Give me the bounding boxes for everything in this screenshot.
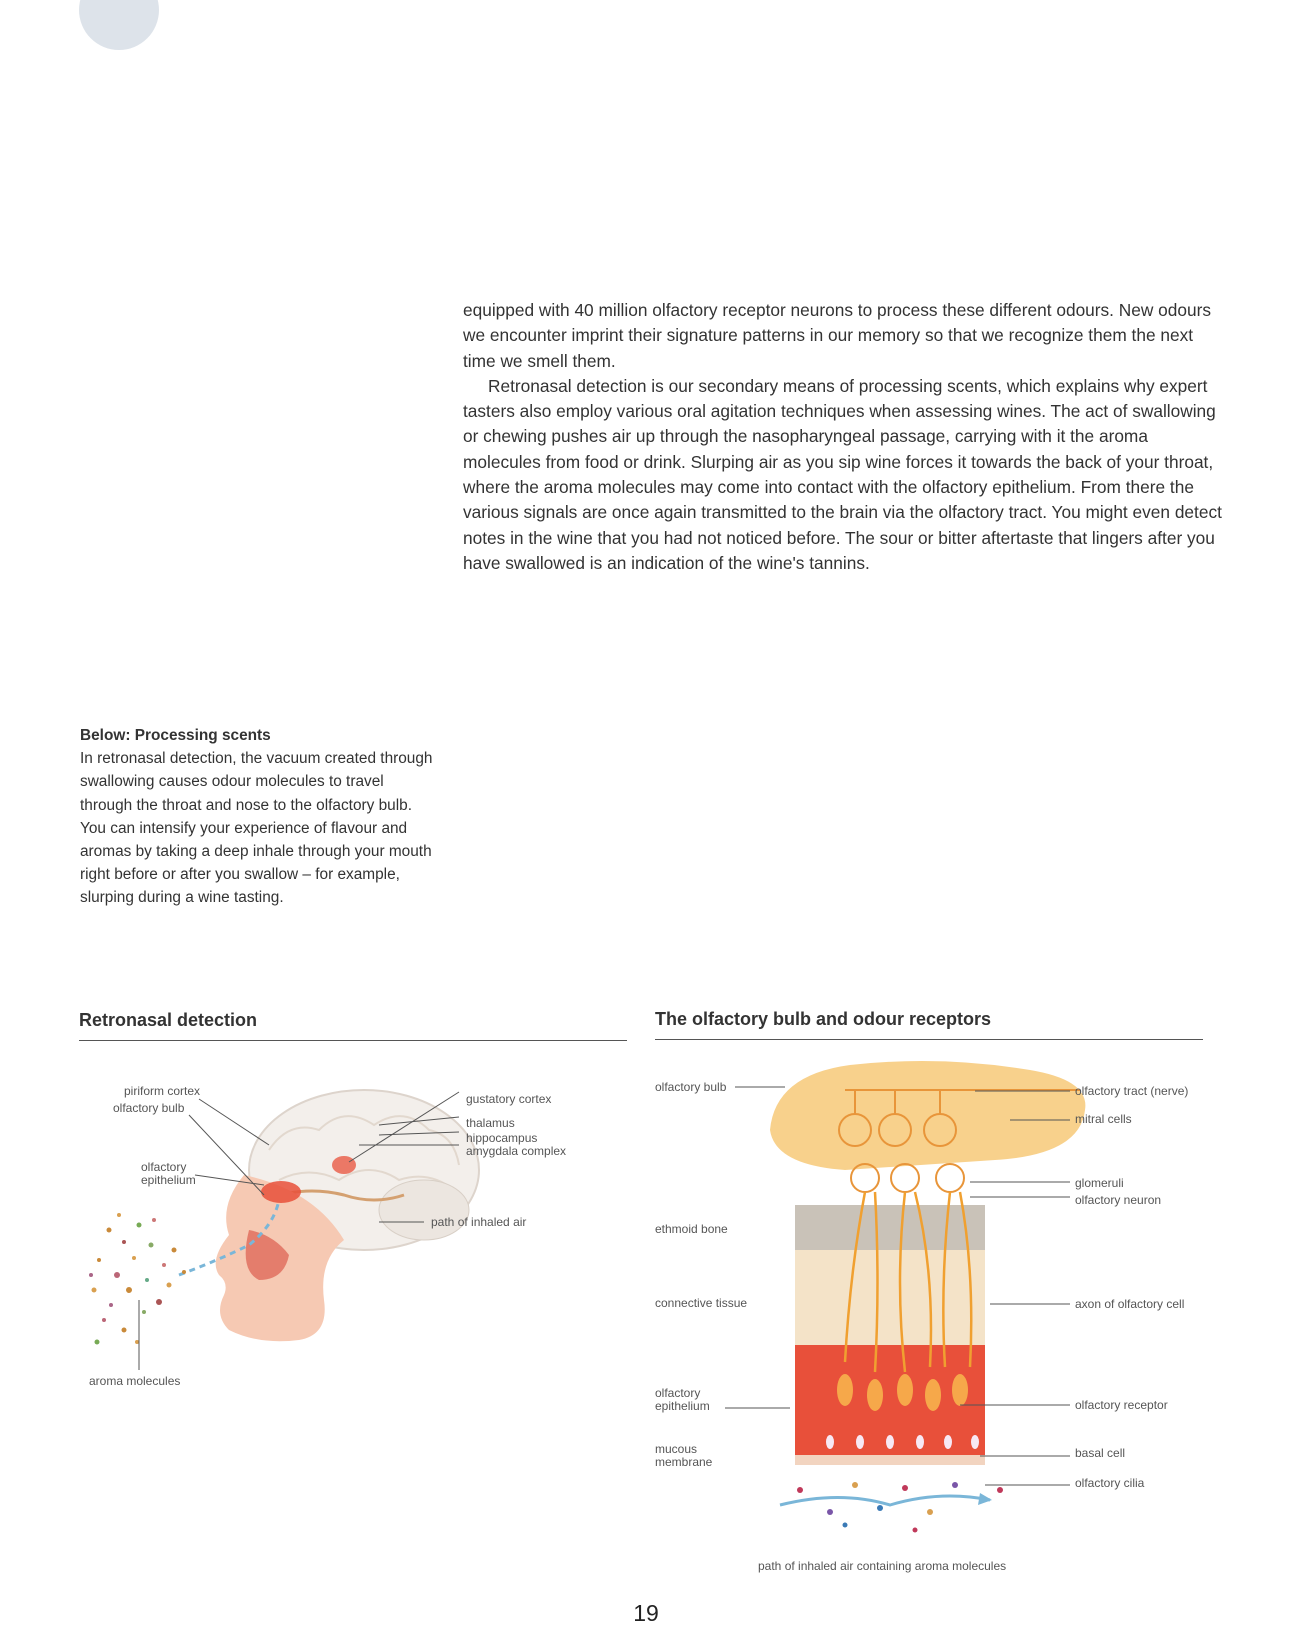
aroma-molecules <box>797 1482 1003 1533</box>
label-mucous-membrane-2: membrane <box>655 1455 713 1469</box>
olfactory-bulb-diagram <box>650 1060 1210 1580</box>
label-olfactory-epithelium-2: epithelium <box>655 1399 710 1413</box>
label-glomeruli: glomeruli <box>1075 1176 1124 1190</box>
label-connective-tissue: connective tissue <box>655 1296 748 1310</box>
body-paragraph: Retronasal detection is our secondary means of processing scents, which explains why expert tasters also employ various oral agitation techniques when assessing wines. The act of swallowing or chewing pushes air up through the nasopharyngeal passage, carrying with it the aroma molecules from food or drink. Slurping air as you sip wine forces it towards the back of your throat, where the aroma molecules may come into contact with the olfactory epithelium. From there the various signals are once again transmitted to the brain via the olfactory tract. You might even detect notes in the wine that you had not noticed before. The sour or bitter aftertaste that lingers after you have swallowed is an indication of the wine's tannins. <box>463 375 1222 573</box>
label-ethmoid-bone: ethmoid bone <box>655 1222 728 1236</box>
label-mitral-cells: mitral cells <box>1075 1112 1132 1126</box>
label-mucous-membrane-1: mucous <box>655 1442 698 1456</box>
label-gustatory-cortex: gustatory cortex <box>466 1092 552 1106</box>
label-axon-of-olfactory-cell: axon of olfactory cell <box>1075 1297 1185 1311</box>
label-olfactory-epithelium-1: olfactory <box>141 1160 187 1174</box>
olfactory-bulb-illustration <box>770 1061 1085 1170</box>
olfactory-figure-title: The olfactory bulb and odour receptors <box>655 1009 1203 1040</box>
gustatory-cortex-highlight <box>332 1156 356 1174</box>
caption-text: In retronasal detection, the vacuum created through swallowing causes odour molecules to travel through the throat and nose to the olfactory bulb. You can intensify your experience of flavour and aromas by taking a deep inhale through your mouth right before or after you swallow – for example, slurping during a wine tasting. <box>80 750 433 907</box>
label-thalamus: thalamus <box>466 1116 515 1130</box>
label-hippocampus: hippocampus <box>466 1131 538 1145</box>
caption-title: Below: Processing scents <box>80 727 271 744</box>
retronasal-diagram <box>79 1080 619 1480</box>
label-olfactory-epithelium-2: epithelium <box>141 1173 196 1187</box>
label-piriform-cortex: piriform cortex <box>124 1084 201 1098</box>
body-text <box>463 298 1223 576</box>
label-olfactory-epithelium-1: olfactory <box>655 1386 701 1400</box>
inhaled-air-arrow <box>780 1496 990 1505</box>
label-olfactory-tract: olfactory tract (nerve) <box>1075 1084 1189 1098</box>
label-olfactory-receptor: olfactory receptor <box>1075 1398 1168 1412</box>
olfactory-epithelium-highlight <box>261 1181 301 1203</box>
label-olfactory-bulb: olfactory bulb <box>655 1080 727 1094</box>
body-paragraph: equipped with 40 million olfactory receptor neurons to process these different odours. New odours we encounter imprint their signature patterns in our memory so that we recognize them the next time we smell them. <box>463 300 1211 371</box>
page-number: 19 <box>633 1600 659 1626</box>
retronasal-figure-title: Retronasal detection <box>79 1010 627 1041</box>
label-olfactory-cilia: olfactory cilia <box>1075 1476 1145 1490</box>
label-amygdala-complex: amygdala complex <box>466 1144 567 1158</box>
label-olfactory-bulb: olfactory bulb <box>113 1101 185 1115</box>
label-aroma-molecules: aroma molecules <box>89 1374 181 1388</box>
aroma-molecule-cloud <box>89 1213 186 1345</box>
ethmoid-bone <box>795 1205 985 1250</box>
label-path-of-inhaled-air: path of inhaled air <box>431 1215 527 1229</box>
label-olfactory-neuron: olfactory neuron <box>1075 1193 1162 1207</box>
label-path-caption: path of inhaled air containing aroma molecules <box>758 1559 1007 1573</box>
label-basal-cell: basal cell <box>1075 1446 1126 1460</box>
corner-decoration <box>79 0 159 50</box>
figure-caption <box>80 724 440 910</box>
